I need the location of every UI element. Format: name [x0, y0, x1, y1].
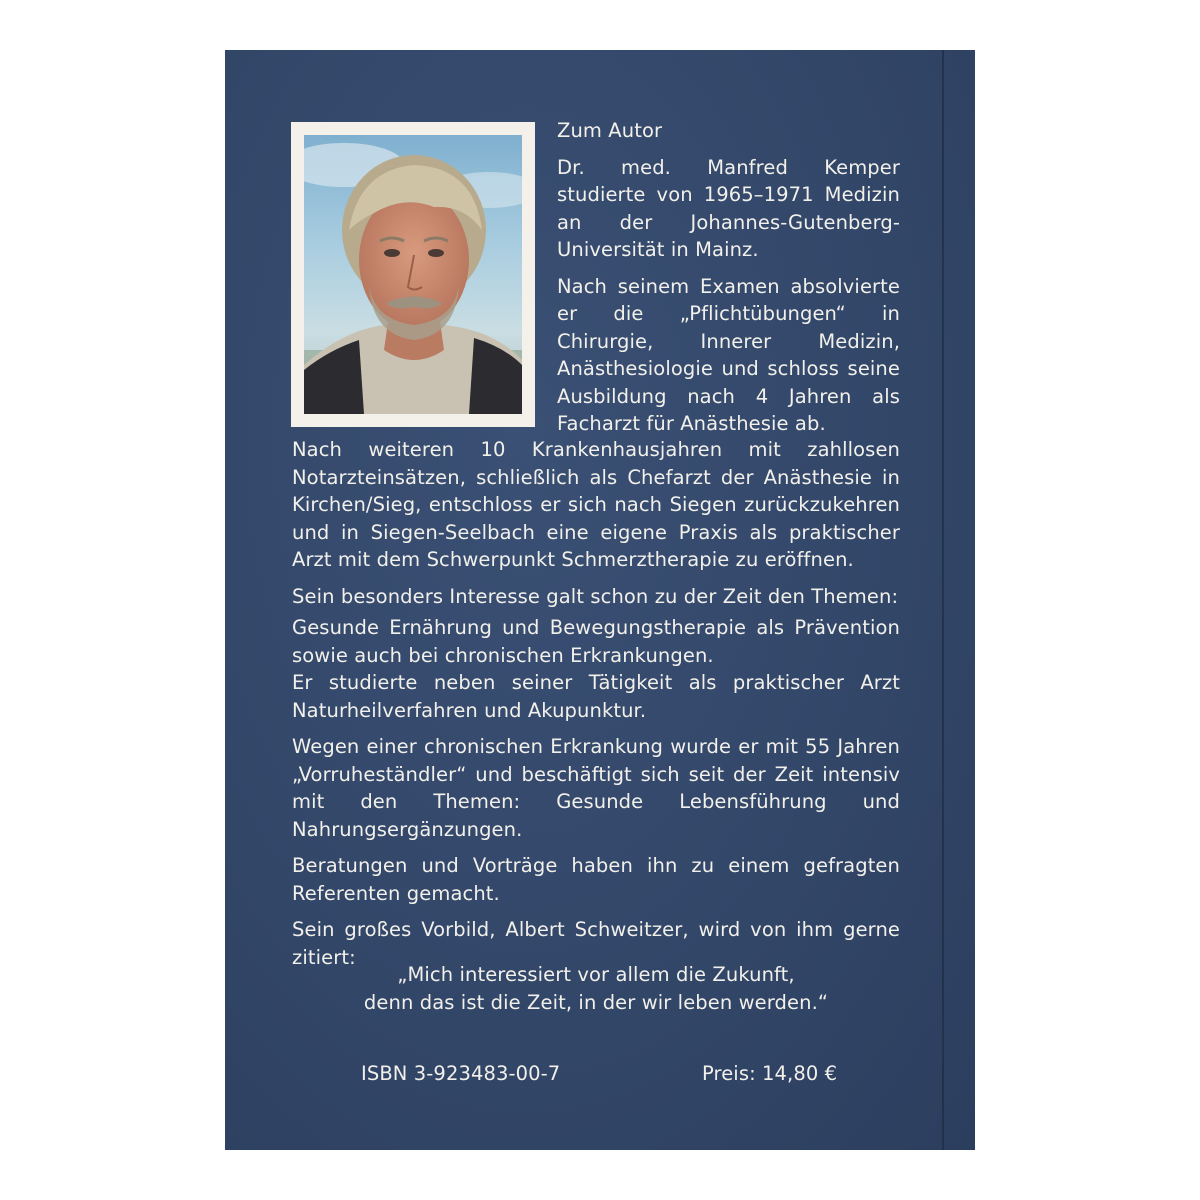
quote-line-2: denn das ist die Zeit, in der wir leben werden.“	[363, 990, 829, 1014]
author-portrait-icon	[304, 135, 522, 414]
paragraph-3: Nach weiteren 10 Krankenhausjahren mit zahllosen Notarzteinsätzen, schließlich als Chefarzt der Anästhesie in Kirchen/Sieg, entschloss er sich nach Siegen zurückzukehren und in Siegen-Seelbach eine eigene Praxis als praktischer Arzt mit dem Schwerpunkt Schmerztherapie zu eröffnen.	[292, 438, 900, 571]
author-portrait-photo	[304, 135, 522, 414]
quote-line-1: „Mich interessiert vor allem die Zukunft,	[397, 963, 795, 986]
book-back-cover	[225, 50, 975, 1150]
section-heading: Zum Autor	[557, 119, 663, 142]
paragraph-6: Er studierte neben seiner Tätigkeit als praktischer Arzt Naturheilverfahren und Akupunktur.	[292, 671, 900, 722]
paragraph-8: Beratungen und Vorträge haben ihn zu einem gefragten Referenten gemacht.	[292, 854, 900, 905]
right-column-text	[557, 117, 900, 438]
price: Preis: 14,80 €	[702, 1062, 838, 1085]
paragraph-7: Wegen einer chronischen Erkrankung wurde er mit 55 Jahren „Vorruheständler“ und beschäftigt sich seit der Zeit intensiv mit den Themen: Gesunde Lebensführung und Nahrungsergänzungen.	[292, 735, 900, 841]
paragraph-4: Sein besonders Interesse galt schon zu der Zeit den Themen:	[292, 584, 899, 608]
spine-fold-line	[942, 50, 944, 1150]
schweitzer-quote	[292, 961, 900, 1016]
author-photo-frame	[291, 122, 535, 427]
paragraph-5: Gesunde Ernährung und Bewegungstherapie als Prävention sowie auch bei chronischen Erkrankungen.	[292, 616, 900, 667]
isbn: ISBN 3-923483-00-7	[361, 1062, 561, 1085]
full-width-text	[292, 436, 900, 971]
paragraph-2: Nach seinem Examen absolvierte er die „Pflichtübungen“ in Chirurgie, Innerer Medizin, Anästhesiologie und schloss seine Ausbildung nach 4 Jahren als Facharzt für Anästhesie ab.	[557, 274, 900, 435]
paragraph-9: Sein großes Vorbild, Albert Schweitzer, wird von ihm gerne zitiert:	[292, 918, 900, 969]
paragraph-1: Dr. med. Manfred Kemper studierte von 1965–1971 Medizin an der Johannes-Gutenberg-Universität in Mainz.	[557, 155, 900, 261]
